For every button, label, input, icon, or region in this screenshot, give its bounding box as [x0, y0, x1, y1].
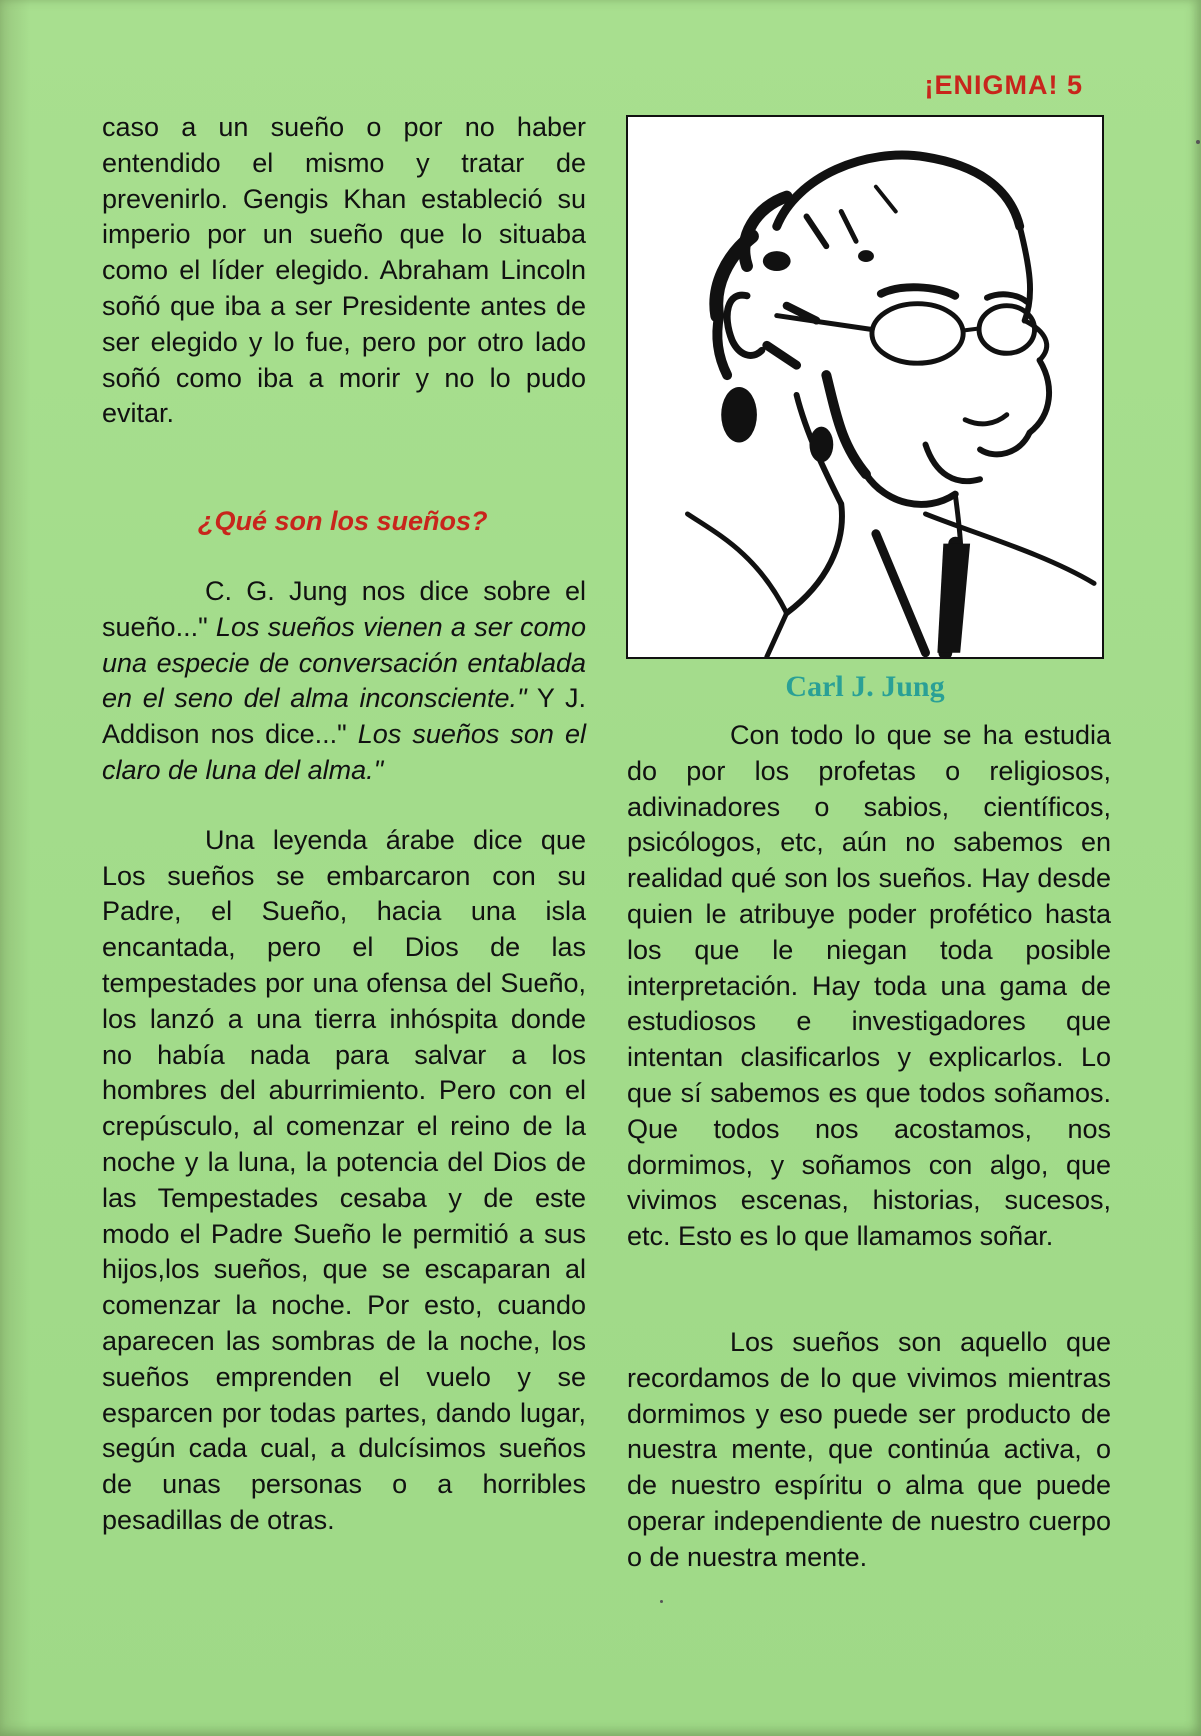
- addison-intro-text: Y J. Addison nos dice...": [102, 683, 586, 750]
- portrait-frame: [626, 115, 1104, 659]
- paragraph-dream-definition: Los sueños son aquello que recordamos de lo que vivimos mientras dormimos y eso puede ser producto de nuestra mente, que continúa activa, o de nuestro espíritu o alma que puede operar independiente de nuestro cuerpo o de nuestra mente.: [627, 1326, 1111, 1572]
- paper-speck: [660, 1600, 663, 1603]
- section-heading: ¿Qué son los sueños?: [198, 506, 488, 537]
- paragraph-arab-legend: Una leyenda árabe dice que Los sueños se embarcaron con su Padre, el Sueño, hacia una isla encantada, pero el Dios de las tempestades por una ofensa del Sueño, los lanzó a una tierra inhóspita donde no había nada para salvar a los hombres del aburrimiento. Pero con el crepúsculo, al comenzar el reino de la noche y la luna, la potencia del Dios de las Tempestades cesaba y de este modo el Padre Sueño le permitió a sus hijos,los sueños, que se escaparan al comenzar la noche. Por esto, cuando aparecen las sombras de la noche, los sueños emprenden el vuelo y se esparcen por todas partes, dando lugar, según cada cual, a dulcísimos sueños de unas personas o a horribles pesadillas de otras.: [102, 824, 586, 1535]
- paper-speck: [1196, 140, 1200, 144]
- portrait-caption: Carl J. Jung: [785, 670, 945, 703]
- portrait-sketch-icon: [628, 117, 1102, 657]
- page-edge-shadow: [0, 0, 30, 1736]
- paragraph-what-we-know: Con todo lo que se ha estudia do por los profetas o religiosos, adivinadores o sabios, científicos, psicólogos, etc, aún no sabemos en realidad qué son los sueños. Hay desde quien le atribuye poder profético hasta los que le niegan toda posible interpretación. Hay toda una gama de estudiosos e investigadores que intentan clasificarlos y explicarlos. Lo que sí sabemos es que todos soñamos. Que todos nos acostamos, nos dormimos, y soñamos con algo, que vivimos escenas, historias, sucesos, etc. Esto es lo que llamamos soñar.: [627, 720, 1111, 1252]
- addison-quote-text: Los sueños son el claro de luna del alma.": [102, 719, 586, 785]
- left-column: [102, 110, 586, 1539]
- right-column: [627, 718, 1111, 1576]
- page-header: ¡ENIGMA! 5: [924, 70, 1083, 100]
- jung-quote-text: Los sueños vienen a ser como una especie de conversación entablada en el seno del alma inconsciente.": [102, 611, 586, 714]
- paragraph-historical-dreams: caso a un sueño o por no haber entendido el mismo y tratar de prevenirlo. Gengis Khan estableció su imperio por un sueño que lo situaba como el líder elegido. Abraham Lincoln soñó que iba a ser Presidente antes de ser elegido y lo fue, pero por otro lado soñó como iba a morir y no lo pudo evitar.: [102, 112, 586, 429]
- paragraph-jung-quote: [102, 574, 586, 789]
- jung-intro-text: C. G. Jung nos dice sobre el sueño...": [102, 575, 586, 642]
